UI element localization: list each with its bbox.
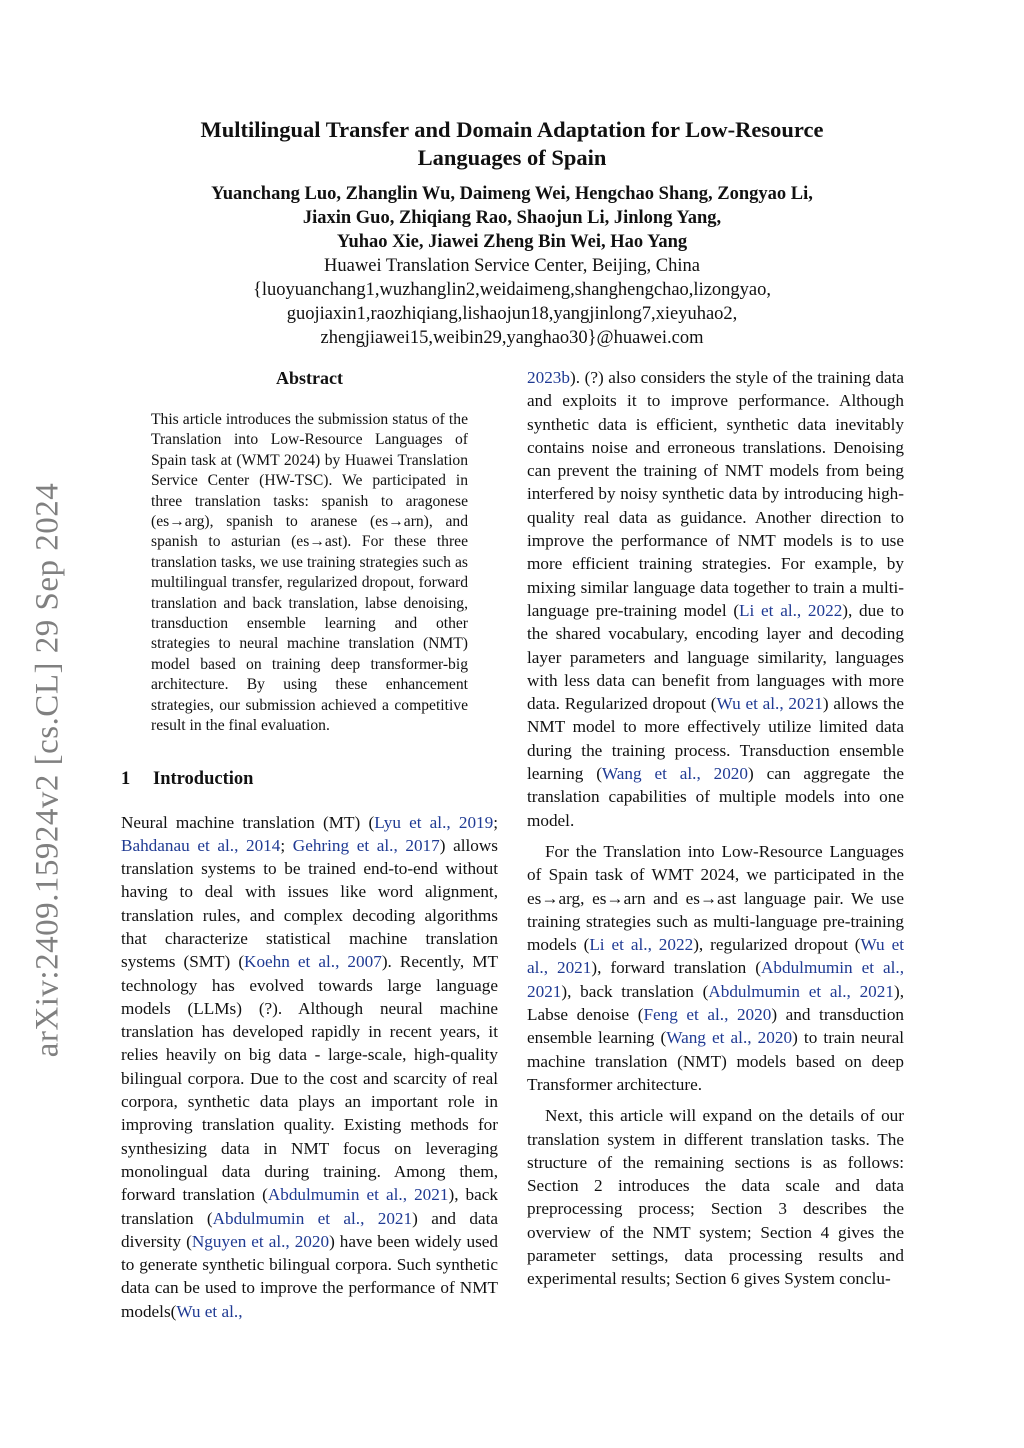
citation-link[interactable]: Wu et al., 2021	[527, 935, 904, 978]
citation-link[interactable]: Gehring et al., 2017	[292, 835, 440, 855]
paragraph-text: ). (?) also considers the style of the training data and exploits it to improve performance. Although synthetic data is efficient, synthetic data inevitably contains noise and erroneous translations. Denoising can prevent the training of NMT models from being interfered by noisy synthetic data by introducing high-quality real data as guidance. Another direction to improve the performance of NMT models is to use more efficient training strategies. For example, by mixing similar language data together to train a multi-language pre-training model (	[527, 368, 904, 620]
right-column	[527, 366, 904, 1291]
citation-link[interactable]: Abdulmumin et al., 2021	[527, 958, 905, 1001]
abstract-heading: Abstract	[276, 368, 343, 388]
author-list	[120, 182, 904, 254]
paper-title	[120, 116, 904, 172]
arxiv-identifier: arXiv:2409.15924v2 [cs.CL] 29 Sep 2024	[29, 482, 66, 1058]
paragraph-text: Neural machine translation (MT) (	[121, 812, 375, 832]
citation-link[interactable]: Li et al., 2022	[589, 935, 694, 955]
citation-link[interactable]: Feng et al., 2020	[643, 1005, 772, 1025]
paragraph-text: ), regularized dropout (	[693, 935, 861, 955]
email-line: zhengjiawei15,weibin29,yanghao30}@huawei.com	[320, 328, 704, 348]
email-line: guojiaxin1,raozhiqiang,lishaojun18,yangjinlong7,xieyuhao2,	[286, 304, 738, 324]
intro-paragraph-4	[527, 1104, 904, 1290]
paragraph-text: ), due to the shared vocabulary, encoding layer and decoding layer parameters and language similarity, languages with less data can benefit from languages with more data. Regularized dropout (	[527, 600, 904, 714]
abstract-text: This article introduces the submission status of the Translation into Low-Resource Languages of Spain task at (WMT 2024) by Huawei Translation Service Center (HW-TSC). We participated in three translation tasks: spanish to aragonese (es→arg), spanish to aranese (es→arn), and spanish to asturian (es→ast). For these three translation tasks, we use training strategies such as multilingual transfer, regularized dropout, forward translation and back translation, labse denoising, transduction ensemble learning and other strategies to neural machine translation (NMT) model based on training deep transformer-big architecture. By using these enhancement strategies, our submission achieved a competitive result in the final evaluation.	[151, 411, 468, 735]
paragraph-text: ;	[280, 835, 293, 855]
intro-paragraph-1	[121, 811, 498, 1324]
citation-link[interactable]: Li et al., 2022	[739, 600, 843, 620]
paragraph-text: ), back translation (	[121, 1185, 498, 1228]
citation-link[interactable]: Bahdanau et al., 2014	[121, 835, 281, 855]
section-title: Introduction	[153, 768, 254, 789]
paragraph-text: ) allows translation systems to be trained end-to-end without having to deal with issues like word alignment, translation rules, and complex decoding algorithms that characterize statistical machine translation systems (SMT) (	[121, 835, 498, 972]
affiliation-block	[120, 254, 904, 350]
paragraph-text: ), Labse denoise (	[527, 981, 904, 1025]
citation-link[interactable]: Wang et al., 2020	[666, 1028, 793, 1048]
paragraph-text: ) to train neural machine translation (NMT) models based on deep Transformer architecture.	[527, 1028, 904, 1094]
citation-link[interactable]: Abdulmumin et al., 2021	[212, 1208, 413, 1228]
email-line: {luoyuanchang1,wuzhanglin2,weidaimeng,shanghengchao,lizongyao,	[253, 280, 771, 300]
paragraph-text: For the Translation into Low-Resource Languages of Spain task of WMT 2024, we participated in the es→arg, es→arn and es→ast language pair. We use training strategies such as multi-language pre-training models (	[527, 841, 904, 955]
citation-link[interactable]: Wu et al.,	[176, 1301, 243, 1321]
paragraph-text: ) can aggregate the translation capabilities of multiple models into one model.	[527, 764, 904, 830]
intro-paragraph-3	[527, 840, 904, 1096]
paragraph-text: ) and transduction ensemble learning (	[527, 1005, 905, 1048]
section-heading-introduction	[121, 767, 498, 791]
paragraph-text: ) have been widely used to generate synthetic bilingual corpora. Such synthetic data can be used to improve the performance of NMT models(	[121, 1231, 498, 1321]
citation-link[interactable]: Wu et al., 2021	[716, 694, 823, 714]
citation-link[interactable]: Wang et al., 2020	[601, 764, 748, 784]
affiliation-line: Huawei Translation Service Center, Beijing, China	[324, 256, 700, 276]
citation-link[interactable]: Abdulmumin et al., 2021	[267, 1185, 449, 1205]
paragraph-text: Next, this article will expand on the details of our translation system in different translation tasks. The structure of the remaining sections is as follows: Section 2 introduces the data scale and data preprocessing process; Section 3 describes the overview of the NMT system; Section 4 gives the parameter settings, data processing results and experimental results; Section 6 gives System conclu-	[527, 1106, 904, 1289]
citation-link[interactable]: Koehn et al., 2007	[244, 952, 382, 972]
section-number: 1	[121, 768, 131, 789]
paper-header	[120, 116, 904, 350]
left-column	[121, 366, 498, 1323]
title-line: Languages of Spain	[417, 145, 607, 170]
citation-link[interactable]: 2023b	[527, 368, 570, 387]
paragraph-text: ) and data diversity (	[121, 1208, 498, 1251]
citation-link[interactable]: Abdulmumin et al., 2021	[708, 981, 894, 1001]
arxiv-sidebar	[18, 470, 78, 1070]
title-line: Multilingual Transfer and Domain Adaptation for Low-Resource	[200, 117, 824, 142]
paragraph-text: ), back translation (	[561, 981, 709, 1001]
author-line: Yuhao Xie, Jiawei Zheng Bin Wei, Hao Yang	[336, 232, 688, 252]
intro-paragraph-2	[527, 366, 904, 832]
paragraph-text: ), forward translation (	[591, 958, 761, 978]
paragraph-text: ;	[493, 812, 499, 832]
paragraph-text: ). Recently, MT technology has evolved towards large language models (LLMs) (?). Although neural machine translation has developed rapidly in recent years, it relies heavily on big data - large-scale, high-quality bilingual corpora. Due to the cost and scarcity of real corpora, synthetic data plays an important role in improving translation quality. Existing methods for synthesizing data in NMT focus on leveraging monolingual data during training. Among them, forward translation (	[121, 952, 498, 1205]
author-line: Yuanchang Luo, Zhanglin Wu, Daimeng Wei, Hengchao Shang, Zongyao Li,	[211, 184, 813, 204]
author-line: Jiaxin Guo, Zhiqiang Rao, Shaojun Li, Jinlong Yang,	[302, 208, 722, 228]
citation-link[interactable]: Nguyen et al., 2020	[191, 1231, 330, 1251]
citation-link[interactable]: Lyu et al., 2019	[374, 812, 494, 832]
paragraph-text: ) allows the NMT model to more effectively utilize limited data during the training process. Transduction ensemble learning (	[527, 694, 904, 784]
